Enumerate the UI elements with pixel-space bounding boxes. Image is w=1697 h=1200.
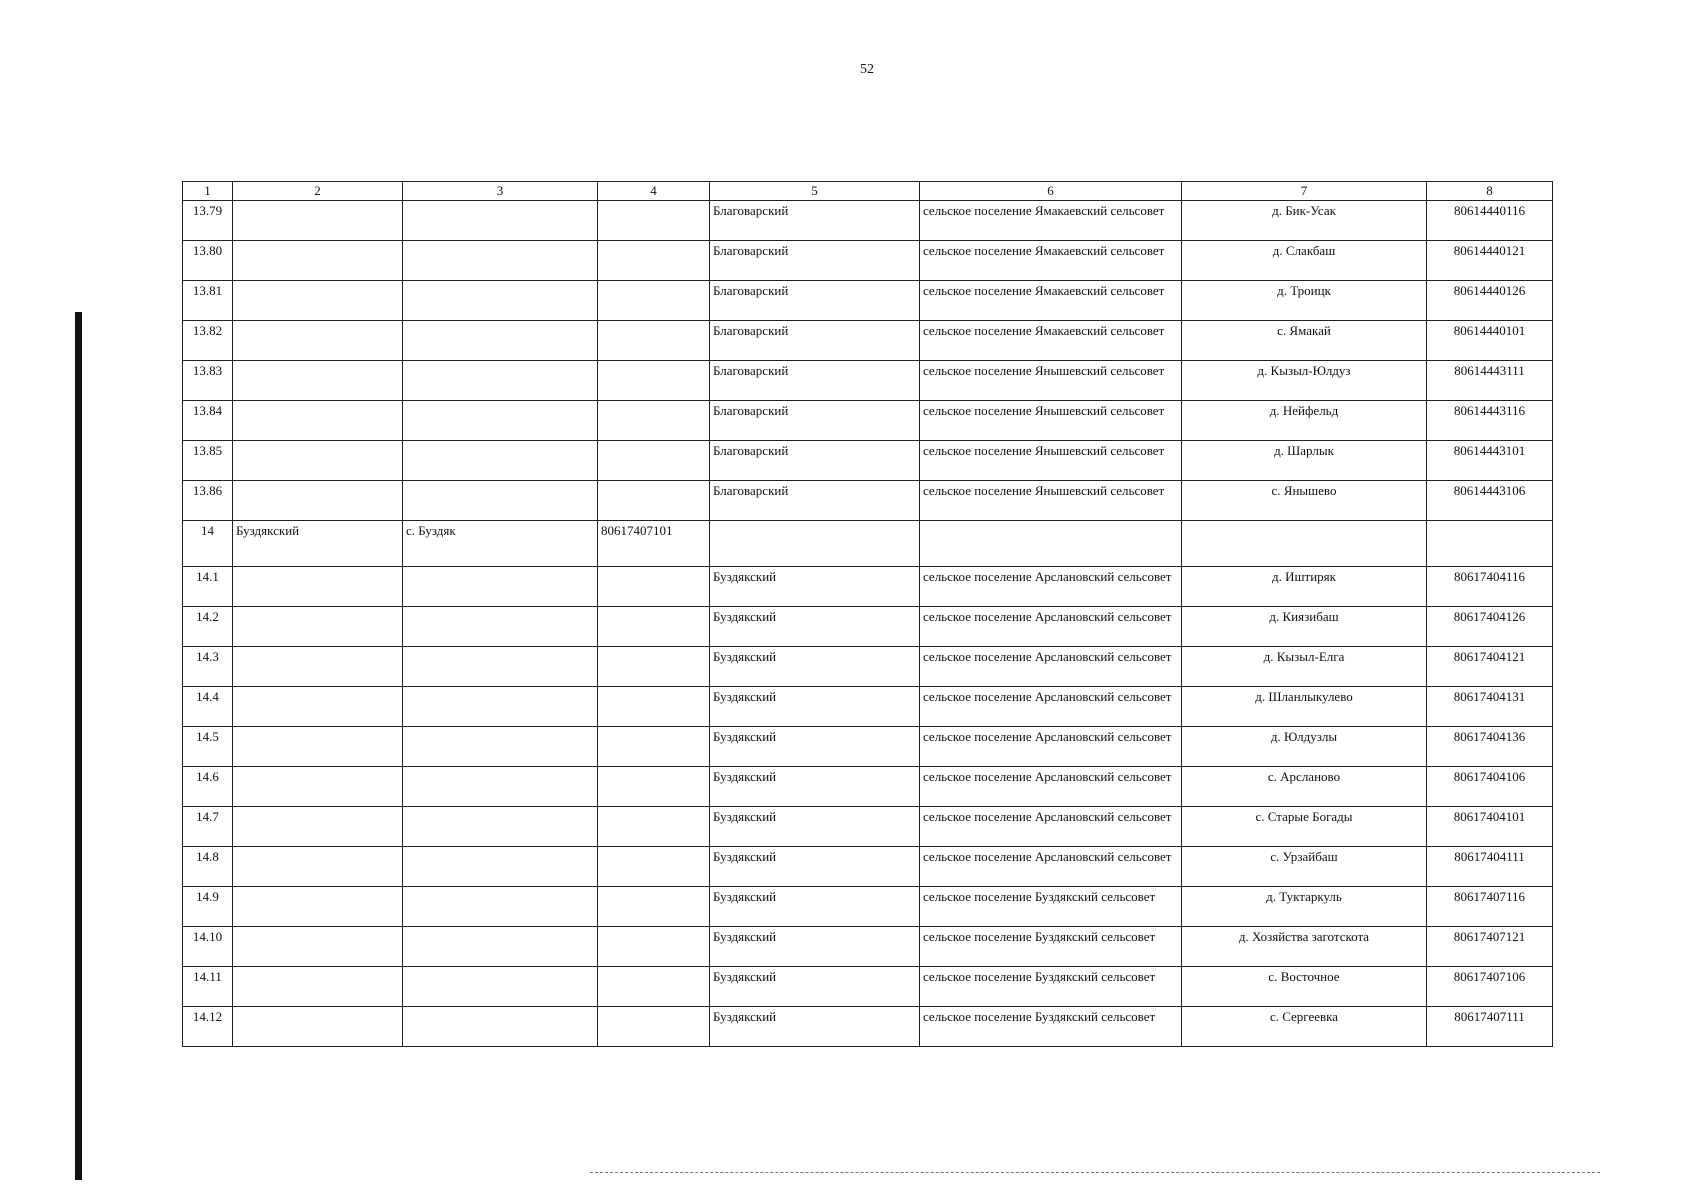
cell-settlement: д. Иштиряк (1182, 567, 1427, 607)
cell-municipality: сельское поселение Ямакаевский сельсовет (920, 281, 1182, 321)
cell-center-name (403, 401, 598, 441)
header-cell-5: 5 (710, 182, 920, 201)
table-row (183, 441, 1553, 481)
cell-settlement: с. Старые Богады (1182, 807, 1427, 847)
table-row (183, 887, 1553, 927)
cell-oktmo-code: 80617404101 (1427, 807, 1553, 847)
table-row (183, 241, 1553, 281)
cell-oktmo-code: 80617407121 (1427, 927, 1553, 967)
cell-row-number: 13.82 (183, 321, 233, 361)
table-row (183, 361, 1553, 401)
cell-district-name (233, 607, 403, 647)
cell-district-name (233, 847, 403, 887)
cell-center-name (403, 321, 598, 361)
cell-settlement: д. Нейфельд (1182, 401, 1427, 441)
cell-district-name (233, 767, 403, 807)
cell-municipality: сельское поселение Арслановский сельсовет (920, 607, 1182, 647)
header-cell-8: 8 (1427, 182, 1553, 201)
cell-row-number: 13.80 (183, 241, 233, 281)
cell-district: Благоварский (710, 321, 920, 361)
header-cell-3: 3 (403, 182, 598, 201)
cell-center-oktmo (598, 807, 710, 847)
cell-district: Благоварский (710, 481, 920, 521)
cell-center-name: с. Буздяк (403, 521, 598, 567)
cell-district-name (233, 727, 403, 767)
cell-oktmo-code: 80617407111 (1427, 1007, 1553, 1047)
cell-settlement: д. Кызыл-Юлдуз (1182, 361, 1427, 401)
cell-municipality: сельское поселение Янышевский сельсовет (920, 441, 1182, 481)
cell-center-oktmo (598, 567, 710, 607)
cell-center-oktmo (598, 1007, 710, 1047)
cell-district (710, 521, 920, 567)
cell-center-name (403, 567, 598, 607)
cell-oktmo-code: 80617404136 (1427, 727, 1553, 767)
table-row (183, 927, 1553, 967)
cell-settlement: с. Ямакай (1182, 321, 1427, 361)
cell-row-number: 14.10 (183, 927, 233, 967)
cell-municipality: сельское поселение Арслановский сельсовет (920, 767, 1182, 807)
cell-municipality: сельское поселение Арслановский сельсовет (920, 847, 1182, 887)
cell-oktmo-code: 80617407106 (1427, 967, 1553, 1007)
cell-oktmo-code: 80614440116 (1427, 201, 1553, 241)
cell-municipality: сельское поселение Ямакаевский сельсовет (920, 321, 1182, 361)
cell-district-name (233, 361, 403, 401)
cell-district-name (233, 281, 403, 321)
cell-district-name (233, 1007, 403, 1047)
cell-row-number: 14.6 (183, 767, 233, 807)
cell-center-name (403, 607, 598, 647)
cell-district: Буздякский (710, 727, 920, 767)
cell-settlement: д. Шарлык (1182, 441, 1427, 481)
cell-settlement: д. Юлдузлы (1182, 727, 1427, 767)
cell-center-name (403, 481, 598, 521)
table-row (183, 1007, 1553, 1047)
cell-center-oktmo (598, 687, 710, 727)
cell-district: Буздякский (710, 567, 920, 607)
cell-oktmo-code: 80614443106 (1427, 481, 1553, 521)
cell-row-number: 14.2 (183, 607, 233, 647)
cell-row-number: 14.3 (183, 647, 233, 687)
table-row (183, 521, 1553, 567)
table-row (183, 321, 1553, 361)
cell-center-name (403, 647, 598, 687)
cell-center-oktmo (598, 361, 710, 401)
table-row (183, 401, 1553, 441)
cell-oktmo-code: 80617404121 (1427, 647, 1553, 687)
cell-row-number: 14.11 (183, 967, 233, 1007)
cell-center-oktmo (598, 281, 710, 321)
cell-settlement: д. Хозяйства заготскота (1182, 927, 1427, 967)
cell-row-number: 13.85 (183, 441, 233, 481)
cell-center-name (403, 687, 598, 727)
cell-district: Буздякский (710, 807, 920, 847)
cell-center-oktmo (598, 887, 710, 927)
cell-center-name (403, 441, 598, 481)
cell-center-oktmo (598, 201, 710, 241)
table-row (183, 281, 1553, 321)
cell-oktmo-code: 80617404131 (1427, 687, 1553, 727)
cell-oktmo-code: 80614440121 (1427, 241, 1553, 281)
cell-district: Буздякский (710, 927, 920, 967)
cell-municipality: сельское поселение Буздякский сельсовет (920, 967, 1182, 1007)
cell-district-name (233, 887, 403, 927)
table-row (183, 807, 1553, 847)
cell-center-name (403, 887, 598, 927)
cell-municipality: сельское поселение Ямакаевский сельсовет (920, 241, 1182, 281)
cell-row-number: 13.79 (183, 201, 233, 241)
cell-center-oktmo: 80617407101 (598, 521, 710, 567)
cell-district: Благоварский (710, 361, 920, 401)
cell-center-name (403, 927, 598, 967)
cell-center-name (403, 847, 598, 887)
cell-district-name (233, 967, 403, 1007)
cell-district-name (233, 687, 403, 727)
cell-row-number: 13.84 (183, 401, 233, 441)
cell-center-oktmo (598, 647, 710, 687)
header-cell-7: 7 (1182, 182, 1427, 201)
cell-oktmo-code: 80617404106 (1427, 767, 1553, 807)
cell-settlement (1182, 521, 1427, 567)
cell-row-number: 14.12 (183, 1007, 233, 1047)
cell-row-number: 13.83 (183, 361, 233, 401)
cell-row-number: 14.4 (183, 687, 233, 727)
cell-municipality: сельское поселение Буздякский сельсовет (920, 1007, 1182, 1047)
cell-center-oktmo (598, 481, 710, 521)
cell-district-name (233, 927, 403, 967)
cell-district-name (233, 441, 403, 481)
cell-oktmo-code: 80614440126 (1427, 281, 1553, 321)
cell-district: Буздякский (710, 607, 920, 647)
cell-settlement: д. Кызыл-Елга (1182, 647, 1427, 687)
cell-center-oktmo (598, 727, 710, 767)
cell-district-name (233, 241, 403, 281)
cell-settlement: д. Туктаркуль (1182, 887, 1427, 927)
cell-municipality: сельское поселение Ямакаевский сельсовет (920, 201, 1182, 241)
cell-district-name (233, 647, 403, 687)
cell-center-name (403, 727, 598, 767)
header-cell-1: 1 (183, 182, 233, 201)
table-row (183, 727, 1553, 767)
cell-settlement: д. Слакбаш (1182, 241, 1427, 281)
cell-oktmo-code (1427, 521, 1553, 567)
cell-center-oktmo (598, 967, 710, 1007)
cell-district: Благоварский (710, 441, 920, 481)
table-row (183, 687, 1553, 727)
registry-table (182, 181, 1553, 1047)
cell-row-number: 14.9 (183, 887, 233, 927)
cell-municipality: сельское поселение Арслановский сельсовет (920, 647, 1182, 687)
cell-district: Буздякский (710, 847, 920, 887)
cell-district-name (233, 807, 403, 847)
cell-oktmo-code: 80617404111 (1427, 847, 1553, 887)
cell-municipality: сельское поселение Янышевский сельсовет (920, 481, 1182, 521)
table-body (183, 182, 1553, 1047)
cell-oktmo-code: 80617404116 (1427, 567, 1553, 607)
cell-district-name: Буздякский (233, 521, 403, 567)
table-header-row (183, 182, 1553, 201)
cell-oktmo-code: 80614443116 (1427, 401, 1553, 441)
cell-district: Буздякский (710, 687, 920, 727)
cell-district: Благоварский (710, 401, 920, 441)
cell-municipality: сельское поселение Буздякский сельсовет (920, 927, 1182, 967)
cell-center-name (403, 361, 598, 401)
cell-district: Буздякский (710, 1007, 920, 1047)
table-row (183, 847, 1553, 887)
cell-district: Благоварский (710, 281, 920, 321)
cell-center-oktmo (598, 847, 710, 887)
table-row (183, 967, 1553, 1007)
cell-district: Буздякский (710, 767, 920, 807)
cell-oktmo-code: 80614440101 (1427, 321, 1553, 361)
cell-center-oktmo (598, 321, 710, 361)
cell-center-oktmo (598, 767, 710, 807)
cell-row-number: 14.7 (183, 807, 233, 847)
cell-center-oktmo (598, 241, 710, 281)
cell-center-name (403, 807, 598, 847)
cell-municipality: сельское поселение Янышевский сельсовет (920, 401, 1182, 441)
table-row (183, 567, 1553, 607)
cell-row-number: 14.8 (183, 847, 233, 887)
cell-municipality: сельское поселение Арслановский сельсовет (920, 567, 1182, 607)
cell-settlement: с. Восточное (1182, 967, 1427, 1007)
cell-row-number: 13.81 (183, 281, 233, 321)
cell-center-name (403, 201, 598, 241)
cell-center-oktmo (598, 441, 710, 481)
cell-center-name (403, 1007, 598, 1047)
cell-settlement: с. Урзайбаш (1182, 847, 1427, 887)
cell-center-name (403, 281, 598, 321)
cell-row-number: 14 (183, 521, 233, 567)
cell-district-name (233, 481, 403, 521)
header-cell-4: 4 (598, 182, 710, 201)
cell-municipality: сельское поселение Янышевский сельсовет (920, 361, 1182, 401)
header-cell-2: 2 (233, 182, 403, 201)
cell-district: Буздякский (710, 887, 920, 927)
cell-oktmo-code: 80614443111 (1427, 361, 1553, 401)
page-number: 52 (860, 62, 874, 77)
cell-center-name (403, 767, 598, 807)
cell-district: Благоварский (710, 241, 920, 281)
cell-center-name (403, 967, 598, 1007)
cell-district-name (233, 401, 403, 441)
cell-oktmo-code: 80617404126 (1427, 607, 1553, 647)
cell-settlement: д. Троицк (1182, 281, 1427, 321)
scan-edge-bar (75, 312, 82, 1180)
cell-municipality (920, 521, 1182, 567)
bottom-rule (590, 1172, 1600, 1173)
table-row (183, 647, 1553, 687)
cell-district-name (233, 567, 403, 607)
cell-oktmo-code: 80614443101 (1427, 441, 1553, 481)
cell-district: Благоварский (710, 201, 920, 241)
cell-row-number: 14.1 (183, 567, 233, 607)
cell-center-oktmo (598, 401, 710, 441)
cell-municipality: сельское поселение Буздякский сельсовет (920, 887, 1182, 927)
table-row (183, 767, 1553, 807)
cell-settlement: д. Шланлыкулево (1182, 687, 1427, 727)
cell-row-number: 14.5 (183, 727, 233, 767)
cell-settlement: д. Киязибаш (1182, 607, 1427, 647)
cell-municipality: сельское поселение Арслановский сельсовет (920, 687, 1182, 727)
cell-center-oktmo (598, 927, 710, 967)
cell-district: Буздякский (710, 647, 920, 687)
table-row (183, 481, 1553, 521)
header-cell-6: 6 (920, 182, 1182, 201)
cell-center-name (403, 241, 598, 281)
cell-row-number: 13.86 (183, 481, 233, 521)
cell-district-name (233, 321, 403, 361)
cell-settlement: с. Сергеевка (1182, 1007, 1427, 1047)
cell-center-oktmo (598, 607, 710, 647)
table-row (183, 607, 1553, 647)
cell-district-name (233, 201, 403, 241)
cell-municipality: сельское поселение Арслановский сельсовет (920, 727, 1182, 767)
cell-oktmo-code: 80617407116 (1427, 887, 1553, 927)
cell-settlement: д. Бик-Усак (1182, 201, 1427, 241)
cell-municipality: сельское поселение Арслановский сельсовет (920, 807, 1182, 847)
cell-settlement: с. Янышево (1182, 481, 1427, 521)
table-row (183, 201, 1553, 241)
cell-settlement: с. Арсланово (1182, 767, 1427, 807)
cell-district: Буздякский (710, 967, 920, 1007)
